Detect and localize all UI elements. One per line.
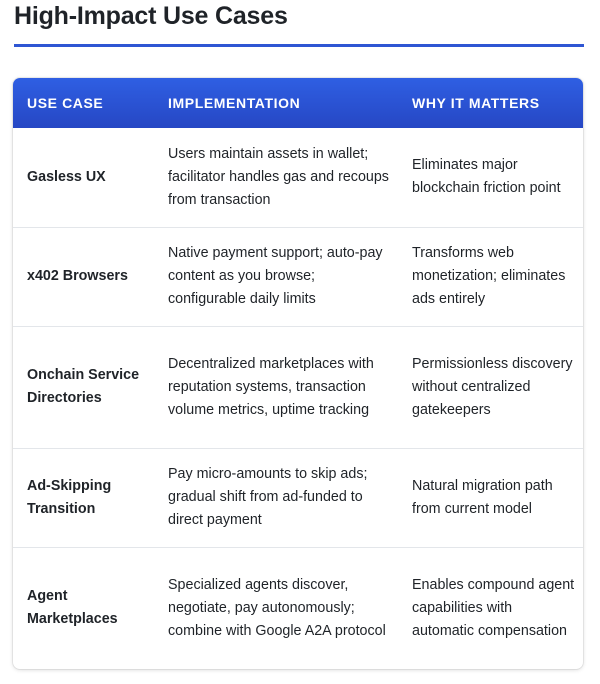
implementation-cell: Native payment support; auto-pay content as you browse; configurable daily limits <box>168 245 383 307</box>
why-it-matters-cell: Permissionless discovery without centralized gatekeepers <box>412 355 573 418</box>
use-case-cell: x402 Browsers <box>27 268 128 284</box>
table-row <box>13 448 583 547</box>
use-case-cell: Onchain Service Directories <box>27 367 140 406</box>
use-cases-table <box>13 78 583 669</box>
use-case-cell: Agent Marketplaces <box>27 588 118 628</box>
why-it-matters-cell: Eliminates major blockchain friction point <box>412 157 561 197</box>
column-header-use-case: USE CASE <box>27 95 104 111</box>
table-row <box>13 227 583 326</box>
use-case-cell: Ad-Skipping Transition <box>27 477 112 517</box>
implementation-cell: Users maintain assets in wallet; facilitator handles gas and recoups from transaction <box>168 145 389 208</box>
implementation-cell: Specialized agents discover, negotiate, pay autonomously; combine with Google A2A protocol <box>168 576 386 639</box>
page-title: High-Impact Use Cases <box>14 2 288 30</box>
implementation-cell: Pay micro-amounts to skip ads; gradual shift from ad-funded to direct payment <box>168 466 368 528</box>
column-header-why-it-matters: WHY IT MATTERS <box>412 95 540 111</box>
title-underline <box>14 44 584 47</box>
use-cases-table-container <box>13 78 583 669</box>
why-it-matters-cell: Enables compound agent capabilities with automatic compensation <box>412 576 575 639</box>
table-row <box>13 326 583 448</box>
table-row <box>13 128 583 227</box>
table-row <box>13 547 583 669</box>
column-header-implementation: IMPLEMENTATION <box>168 95 301 111</box>
why-it-matters-cell: Natural migration path from current model <box>412 477 553 517</box>
why-it-matters-cell: Transforms web monetization; eliminates ads entirely <box>412 245 566 307</box>
implementation-cell: Decentralized marketplaces with reputation systems, transaction volume metrics, uptime tracking <box>168 355 374 418</box>
use-case-cell: Gasless UX <box>27 168 106 185</box>
table-header-row <box>13 78 583 128</box>
